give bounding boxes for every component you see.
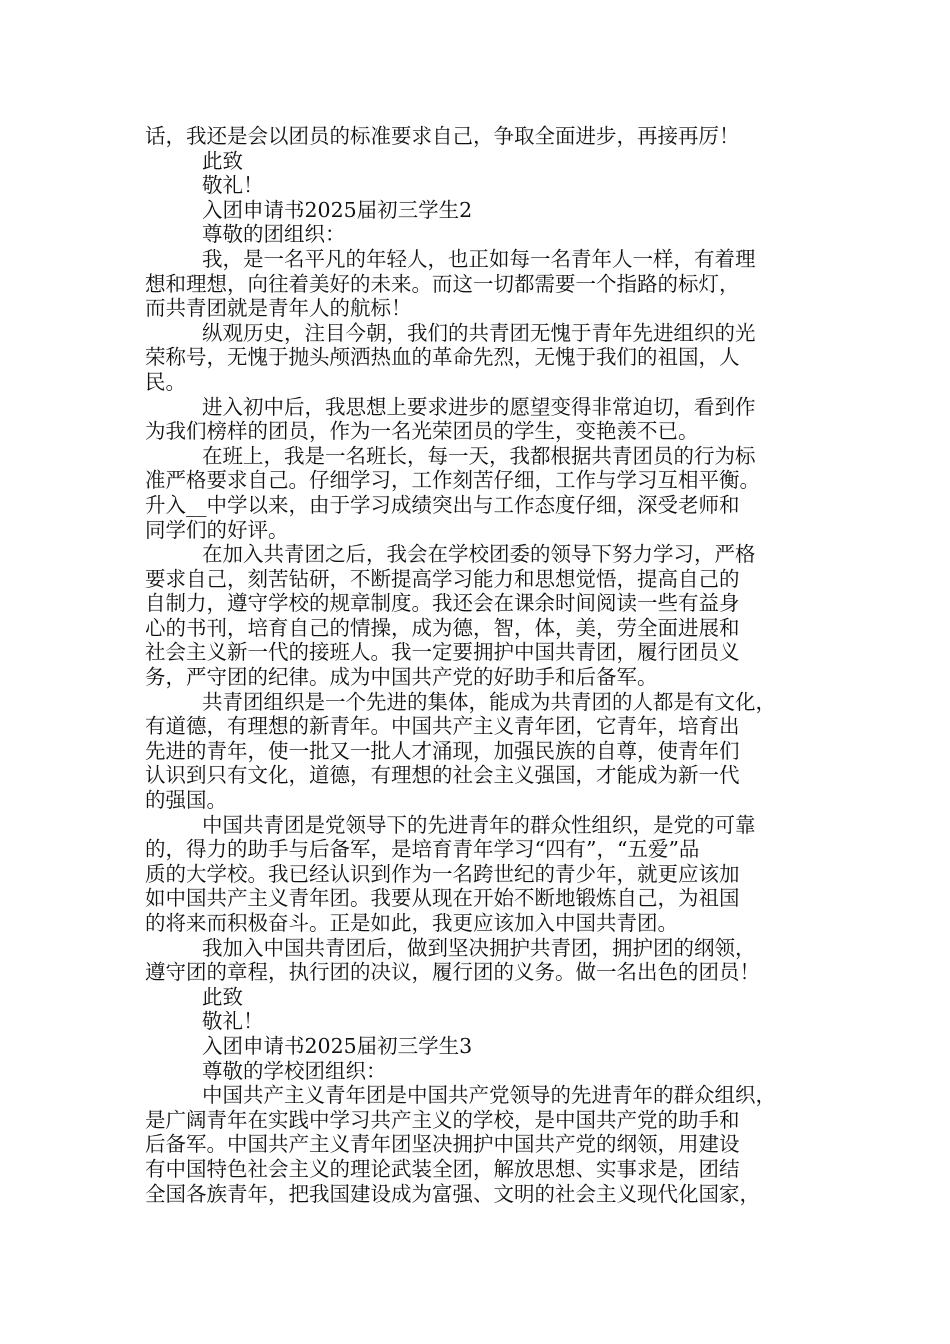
document-line: 有道德，有理想的新青年。中国共产主义青年团，它青年，培育出 <box>145 714 740 739</box>
document-line: 纵观历史，注目今朝，我们的共青团无愧于青年先进组织的光 <box>202 320 756 345</box>
document-line: 在班上，我是一名班长，每一天，我都根据共青团员的行为标 <box>202 443 756 468</box>
document-line: 质的大学校。我已经认识到作为一名跨世纪的青少年，就更应该加 <box>145 861 740 886</box>
document-line: 此致 <box>202 984 243 1009</box>
document-line: 准严格要求自己。仔细学习，工作刻苦仔细，工作与学习互相平衡。 <box>145 468 760 493</box>
document-line: 荣称号，无愧于抛头颅洒热血的革命先烈，无愧于我们的祖国，人 <box>145 345 740 370</box>
document-line: 的将来而积极奋斗。正是如此，我更应该加入中国共青团。 <box>145 911 678 935</box>
document-line: 认识到只有文化，道德，有理想的社会主义强国，才能成为新一代 <box>145 763 740 788</box>
document-line: 后备军。中国共产主义青年团坚决拥护中国共产党的纲领，用建设 <box>145 1132 740 1157</box>
document-line: 敬礼！ <box>202 1009 264 1034</box>
document-line: 话，我还是会以团员的标准要求自己，争取全面进步，再接再厉！ <box>145 124 740 148</box>
document-line: 尊敬的团组织： <box>202 222 346 247</box>
document-line: 我加入中国共青团后，做到坚决拥护共青团，拥护团的纲领， <box>202 935 756 960</box>
document-line: 我，是一名平凡的年轻人，也正如每一名青年人一样，有着理 <box>202 246 756 271</box>
document-line: 是广阔青年在实践中学习共产主义的学校，是中国共产党的助手和 <box>145 1107 740 1132</box>
document-line: 要求自己，刻苦钻研，不断提高学习能力和思想觉悟，提高自己的 <box>145 566 740 591</box>
document-line: 全国各族青年，把我国建设成为富强、文明的社会主义现代化国家， <box>145 1181 760 1206</box>
document-line: 的，得力的助手与后备军，是培育青年学习“四有”，“五爱”品 <box>145 837 700 862</box>
document-line: 中国共青团是党领导下的先进青年的群众性组织，是党的可靠 <box>202 812 756 837</box>
document-line: 敬礼！ <box>202 173 264 198</box>
document-line: 此致 <box>202 148 243 173</box>
document-line: 民。 <box>145 369 186 394</box>
document-line: 入团申请书2025届初三学生3 <box>202 1033 473 1058</box>
document-line: 的强国。 <box>145 788 227 813</box>
document-line: 进入初中后，我思想上要求进步的愿望变得非常迫切，看到作 <box>202 394 756 419</box>
document-line: 共青团组织是一个先进的集体，能成为共青团的人都是有文化， <box>202 689 776 714</box>
document-body <box>145 124 835 1206</box>
document-line: 如中国共产主义青年团。我要从现在开始不断地锻炼自己，为祖国 <box>145 886 740 911</box>
document-line: 为我们榜样的团员，作为一名光荣团员的学生，变艳羡不已。 <box>145 419 699 444</box>
document-line: 自制力，遵守学校的规章制度。我还会在课余时间阅读一些有益身 <box>145 591 740 616</box>
document-line: 务，严守团的纪律。成为中国共产党的好助手和后备军。 <box>145 665 658 690</box>
document-line: 在加入共青团之后，我会在学校团委的领导下努力学习，严格 <box>202 542 756 567</box>
document-line: 尊敬的学校团组织： <box>202 1058 387 1083</box>
document-line: 先进的青年，使一批又一批人才涌现，加强民族的自尊，使青年们 <box>145 738 740 763</box>
document-line: 入团申请书2025届初三学生2 <box>202 197 473 222</box>
document-line: 有中国特色社会主义的理论武装全团，解放思想、实事求是，团结 <box>145 1156 740 1181</box>
document-line: 中国共产主义青年团是中国共产党领导的先进青年的群众组织， <box>202 1083 776 1108</box>
document-line: 心的书刊，培育自己的情操，成为德，智，体，美，劳全面进展和 <box>145 615 740 640</box>
document-line: 想和理想，向往着美好的未来。而这一切都需要一个指路的标灯， <box>145 271 740 296</box>
document-line: 社会主义新一代的接班人。我一定要拥护中国共青团，履行团员义 <box>145 640 740 665</box>
document-line: 而共青团就是青年人的航标！ <box>145 296 412 321</box>
document-line: 同学们的好评。 <box>145 517 289 542</box>
document-line: 遵守团的章程，执行团的决议，履行团的义务。做一名出色的团员！ <box>145 960 760 985</box>
document-line: 升入__中学以来，由于学习成绩突出与工作态度仔细，深受老师和 <box>145 492 740 517</box>
